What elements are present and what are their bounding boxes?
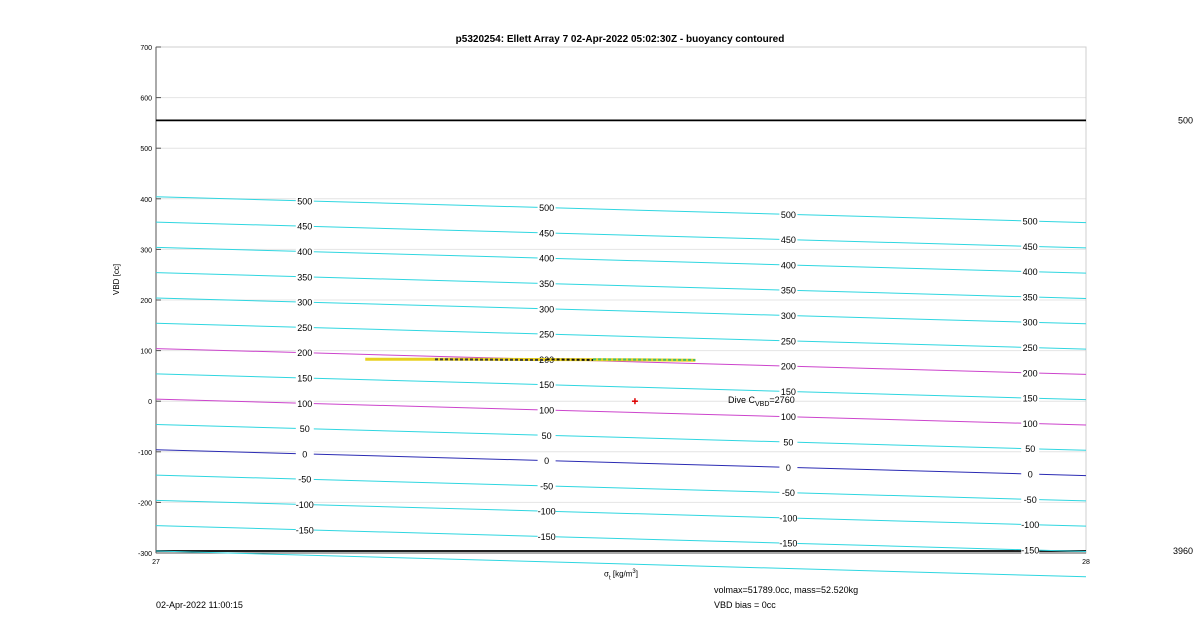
contour-label: 100 [539, 405, 555, 416]
contour-label: 350 [780, 285, 796, 296]
footer-volmax: volmax=51789.0cc, mass=52.520kg [714, 585, 859, 595]
contour-line [156, 298, 1086, 324]
contour-line [156, 197, 1086, 223]
contour-label: 50 [1025, 444, 1036, 455]
contour-label: 0 [302, 449, 308, 460]
y-tick-label: 0 [148, 399, 152, 407]
contour-label: 100 [297, 398, 313, 409]
contour-label: -100 [537, 506, 556, 517]
contour-line [156, 424, 1086, 450]
contour-label: 200 [539, 354, 555, 365]
contour-label: -100 [779, 513, 798, 524]
contour-label: -50 [540, 481, 554, 492]
contour-label: 0 [544, 456, 550, 467]
contour-label: 500 [539, 203, 555, 214]
x-tick-label: 28 [1082, 559, 1090, 566]
contour-label: 200 [780, 361, 796, 372]
contour-line [156, 273, 1086, 299]
contour-line [156, 399, 1086, 425]
dive-track-segment [593, 359, 695, 360]
contour-label: 350 [1022, 292, 1038, 303]
y-axis-label: VBD [cc] [112, 263, 121, 295]
contour-label: -150 [295, 525, 314, 536]
contour-label: 450 [297, 221, 313, 232]
y-tick-label: -100 [137, 449, 152, 457]
y-tick-label: 300 [140, 247, 152, 255]
contour-label: 300 [297, 297, 313, 308]
contour-line [156, 222, 1086, 248]
contour-label: 150 [1022, 393, 1038, 404]
contour-label: 150 [780, 386, 796, 397]
contour-label: 100 [780, 412, 796, 423]
contour-label: 250 [780, 336, 796, 347]
contour-label: -150 [779, 538, 798, 549]
contour-label: -100 [295, 500, 314, 511]
footer-vbd-bias: VBD bias = 0cc [714, 600, 776, 610]
contour-label: 50 [299, 424, 310, 435]
y-tick-label: -300 [137, 551, 152, 558]
contour-label: 0 [785, 462, 791, 473]
y-tick-label: 200 [140, 298, 152, 305]
contour-line [156, 247, 1086, 273]
contour-label: 450 [539, 228, 555, 239]
contour-label: 50 [541, 430, 552, 441]
contour-label: 400 [297, 247, 313, 258]
contour-label: 300 [1022, 317, 1038, 328]
contour-line [156, 450, 1086, 476]
contour-label: 250 [539, 329, 555, 340]
y-tick-label: 400 [140, 196, 152, 204]
contour-label: 200 [1022, 368, 1038, 379]
y-tick-label: 600 [140, 95, 152, 103]
contour-label: 300 [539, 304, 555, 315]
contour-label: 400 [780, 260, 796, 271]
footer-timestamp: 02-Apr-2022 11:00:15 [156, 600, 243, 610]
contour-label: 450 [1022, 241, 1038, 252]
contour-line [156, 349, 1086, 375]
contour-label: 0 [1027, 469, 1033, 480]
y-tick-label: 700 [140, 45, 152, 52]
reference-line-label: 500 [1177, 115, 1193, 126]
y-tick-label: 500 [140, 146, 152, 154]
contour-label: -150 [537, 532, 556, 543]
y-tick-label: -200 [137, 500, 152, 508]
contour-label: 400 [539, 253, 555, 264]
contour-label: 100 [1022, 418, 1038, 429]
contour-label: 50 [783, 437, 794, 448]
contour-label: 350 [539, 279, 555, 290]
contour-label: 150 [539, 380, 555, 391]
reference-line-label: 3960 [1172, 545, 1193, 556]
contour-label: -50 [781, 488, 795, 499]
contour-label: -50 [1023, 494, 1037, 505]
contour-label: 250 [1022, 343, 1038, 354]
chart-title: p5320254: Ellett Array 7 02-Apr-2022 05:02:30Z - buoyancy contoured [455, 34, 785, 45]
contour-line [156, 475, 1086, 501]
contour-label: -150 [1021, 545, 1040, 556]
contour-line [156, 374, 1086, 400]
contour-label: 500 [780, 209, 796, 220]
y-tick-label: 100 [140, 348, 152, 356]
contour-label: 450 [780, 235, 796, 246]
contour-line [156, 323, 1086, 349]
x-tick-label: 27 [152, 559, 160, 566]
x-axis-label: $\sigma_t$ $[kg/m^3]$ [604, 569, 638, 582]
contour-label: 250 [297, 322, 313, 333]
contour-label: -100 [1021, 520, 1040, 531]
dive-label: Dive $C_{VBD}=2760$ [728, 395, 795, 408]
contour-label: 350 [297, 272, 313, 283]
contour-label: 300 [780, 311, 796, 322]
contour-label: 500 [1022, 216, 1038, 227]
contour-label: 400 [1022, 267, 1038, 278]
contour-label: 200 [297, 348, 313, 359]
contour-label: 500 [297, 196, 313, 207]
contour-label: 150 [297, 373, 313, 384]
contour-label: -50 [298, 474, 312, 485]
